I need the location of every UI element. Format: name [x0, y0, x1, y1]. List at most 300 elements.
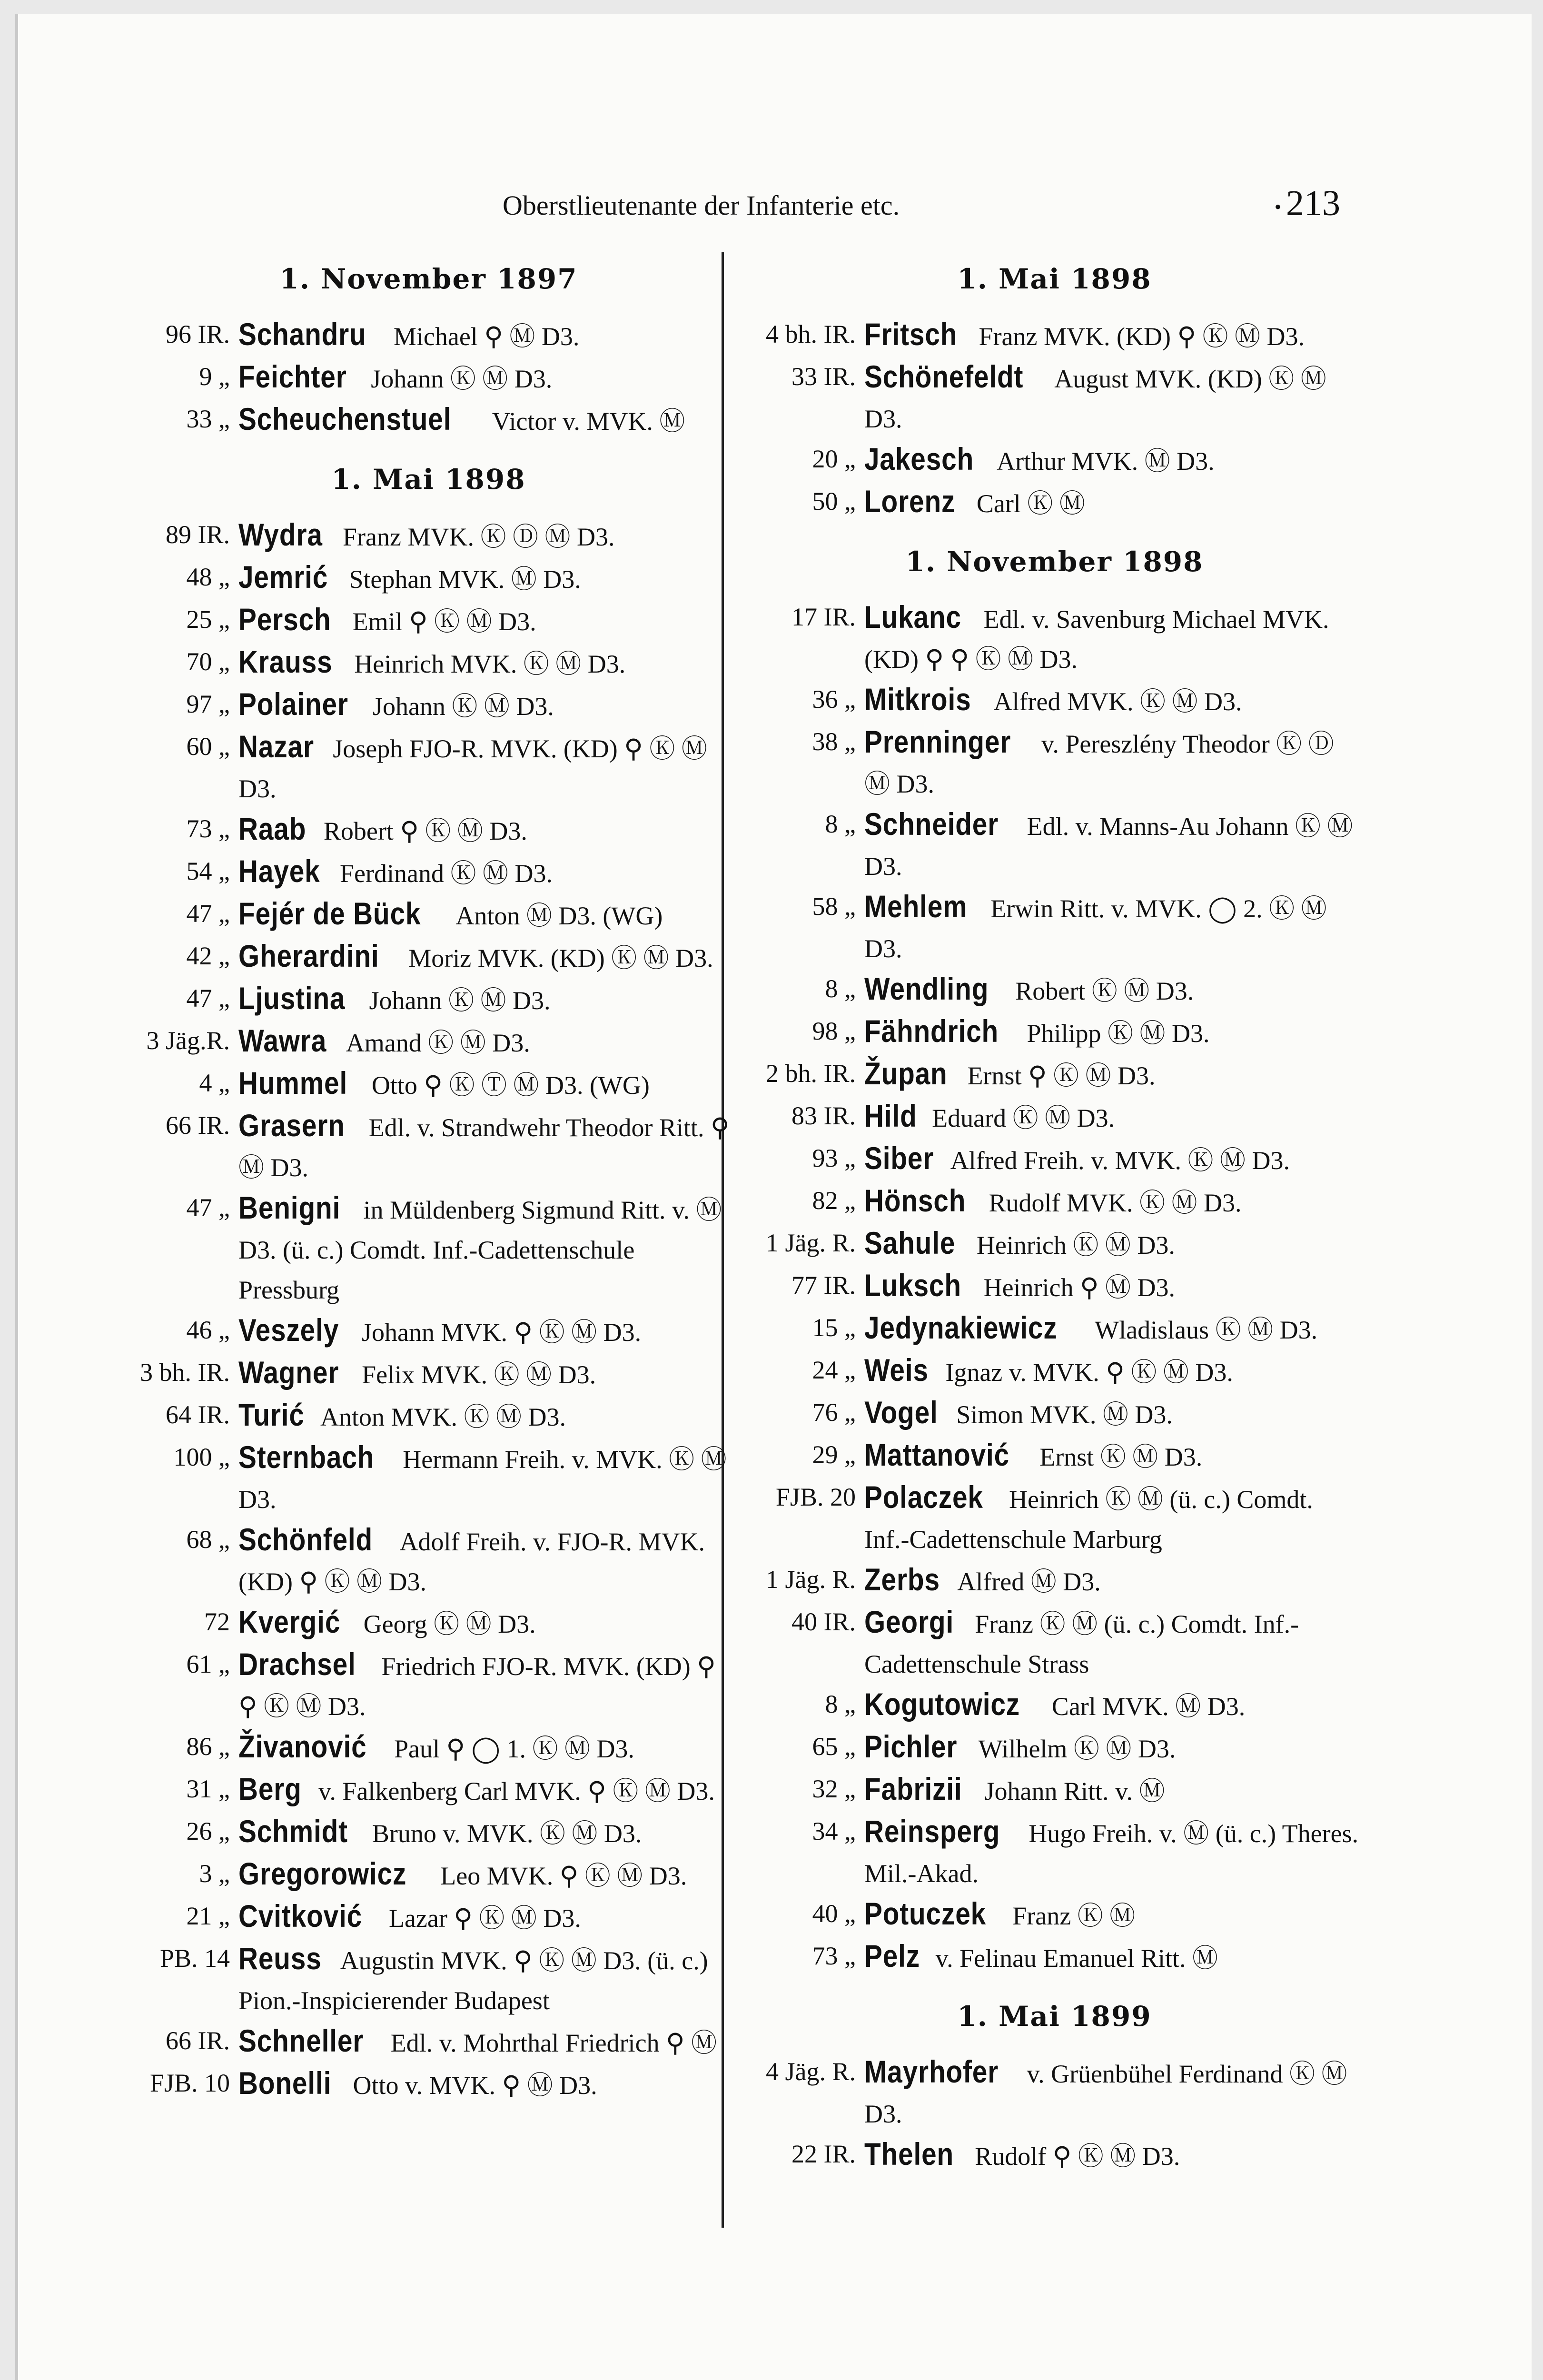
officer-entry	[120, 1519, 737, 1602]
officer-entry	[746, 481, 1363, 524]
officer-surname: Polaczek	[864, 1479, 983, 1515]
officer-entry	[746, 679, 1363, 722]
entry-body	[864, 1392, 1363, 1435]
officer-entry	[120, 809, 737, 851]
officer-entry	[746, 1559, 1363, 1602]
regiment-number: 3 Jäg.R.	[146, 1026, 230, 1055]
regiment-number: 47 „	[186, 899, 230, 928]
officer-entry	[746, 1602, 1363, 1684]
officer-details: Ferdinand Ⓚ Ⓜ D3.	[340, 859, 553, 888]
officer-details: Leo MVK. ⚲ Ⓚ Ⓜ D3.	[440, 1862, 687, 1890]
section-date-heading: 1. November 1898	[905, 545, 1204, 578]
page-number: • 213	[1275, 183, 1340, 224]
officer-surname: Schönfeld	[238, 1522, 373, 1557]
officer-surname: Wydra	[238, 517, 323, 552]
regiment-number: 4 Jäg. R.	[766, 2057, 856, 2086]
officer-details: Heinrich Ⓚ Ⓜ D3.	[976, 1231, 1175, 1259]
regiment-number: 66 IR.	[166, 1111, 230, 1140]
officer-entry	[120, 978, 737, 1021]
regiment-number: 47 „	[186, 984, 230, 1012]
officer-surname: Kogutowicz	[864, 1686, 1020, 1722]
officer-entry	[746, 439, 1363, 481]
officer-details: Moriz MVK. (KD) Ⓚ Ⓜ D3.	[408, 944, 713, 972]
officer-details: Carl MVK. Ⓜ D3.	[1051, 1692, 1246, 1721]
officer-entry	[746, 2134, 1363, 2176]
regiment-number: 31 „	[186, 1775, 230, 1803]
officer-details: Philipp Ⓚ Ⓜ D3.	[1027, 1019, 1210, 1048]
entry-body	[238, 1188, 737, 1310]
officer-details: Franz MVK. Ⓚ Ⓓ Ⓜ D3.	[343, 523, 615, 551]
right-column	[746, 262, 1363, 2176]
officer-surname: Jakesch	[864, 441, 974, 476]
officer-details: Robert Ⓚ Ⓜ D3.	[1015, 977, 1194, 1005]
officer-surname: Veszely	[238, 1312, 339, 1348]
entry-body	[238, 726, 737, 809]
officer-surname: Persch	[238, 602, 331, 637]
officer-surname: Mattanović	[864, 1437, 1010, 1472]
entry-body	[238, 1896, 737, 1938]
regiment-number: 20 „	[812, 445, 856, 473]
regiment-number: 66 IR.	[166, 2026, 230, 2055]
regiment-number: 47 „	[186, 1193, 230, 1222]
officer-surname: Reinsperg	[864, 1814, 1000, 1849]
entry-body	[864, 1180, 1363, 1223]
entry-body	[864, 1726, 1363, 1769]
regiment-number: 40 „	[812, 1899, 856, 1928]
officer-surname: Hönsch	[864, 1183, 966, 1218]
officer-surname: Jemrić	[238, 559, 328, 595]
officer-details: Ignaz v. MVK. ⚲ Ⓚ Ⓜ D3.	[945, 1358, 1233, 1387]
regiment-number: 8 „	[825, 810, 856, 838]
entry-body	[238, 1352, 737, 1395]
entry-body	[238, 1021, 737, 1063]
officer-details: Ernst Ⓚ Ⓜ D3.	[1039, 1443, 1203, 1471]
officer-details: Johann Ⓚ Ⓜ D3.	[371, 365, 553, 393]
officer-surname: Luksch	[864, 1268, 961, 1303]
regiment-number: 76 „	[812, 1398, 856, 1427]
left-column	[120, 262, 737, 2105]
officer-entry	[746, 314, 1363, 357]
regiment-number: 86 „	[186, 1732, 230, 1761]
regiment-number: 89 IR.	[166, 520, 230, 549]
officer-details: Edl. v. Savenburg Michael MVK. (KD) ⚲ ⚲ Ⓚ Ⓜ D3.	[864, 605, 1329, 674]
entry-body	[238, 2021, 737, 2063]
regiment-number: 73 „	[186, 814, 230, 843]
entry-body	[238, 2063, 737, 2105]
regiment-number: 54 „	[186, 857, 230, 885]
regiment-number: 82 „	[812, 1186, 856, 1215]
officer-details: Stephan MVK. Ⓜ D3.	[349, 565, 581, 594]
entry-body	[864, 1811, 1363, 1894]
officer-entry	[120, 1437, 737, 1519]
officer-entry	[120, 1310, 737, 1352]
officer-entry	[120, 893, 737, 936]
officer-surname: Grasern	[238, 1108, 345, 1143]
section-date-heading: 1. November 1897	[279, 263, 578, 295]
officer-entry	[746, 1265, 1363, 1308]
officer-entry	[746, 1477, 1363, 1559]
officer-surname: Sahule	[864, 1225, 956, 1260]
officer-details: v. Falkenberg Carl MVK. ⚲ Ⓚ Ⓜ D3.	[318, 1777, 715, 1805]
officer-entry	[746, 1223, 1363, 1265]
officer-details: Victor v. MVK. Ⓜ	[492, 407, 685, 436]
regiment-number: 100 „	[173, 1443, 230, 1471]
officer-surname: Krauss	[238, 644, 333, 679]
officer-surname: Nazar	[238, 729, 314, 764]
regiment-number: 4 „	[199, 1069, 230, 1097]
officer-surname: Mehlem	[864, 889, 968, 924]
entry-body	[864, 1011, 1363, 1053]
officer-entry	[120, 357, 737, 399]
entry-body	[864, 2052, 1363, 2134]
officer-details: in Müldenberg Sigmund Ritt. v. Ⓜ D3. (ü. c.) Comdt. Inf.-Cadettenschule Pressburg	[238, 1196, 722, 1304]
entry-body	[238, 851, 737, 893]
officer-details: Wladislaus Ⓚ Ⓜ D3.	[1095, 1316, 1318, 1344]
officer-details: Heinrich ⚲ Ⓜ D3.	[983, 1273, 1176, 1302]
officer-details: Felix MVK. Ⓚ Ⓜ D3.	[362, 1360, 596, 1389]
entry-body	[238, 357, 737, 399]
officer-details: Emil ⚲ Ⓚ Ⓜ D3.	[352, 607, 536, 636]
entry-body	[238, 314, 737, 357]
officer-entry	[120, 642, 737, 684]
regiment-number: 33 IR.	[791, 362, 856, 391]
entry-body	[864, 1684, 1363, 1726]
officer-details: Heinrich MVK. Ⓚ Ⓜ D3.	[354, 650, 626, 678]
officer-surname: Weis	[864, 1352, 929, 1388]
entry-body	[238, 893, 737, 936]
officer-details: Simon MVK. Ⓜ D3.	[956, 1400, 1173, 1429]
section-date-heading: 1. Mai 1899	[957, 2000, 1152, 2033]
officer-entry	[120, 1105, 737, 1188]
officer-entry	[746, 2052, 1363, 2134]
officer-details: August MVK. (KD) Ⓚ Ⓜ D3.	[864, 365, 1326, 433]
regiment-number: 73 „	[812, 1942, 856, 1970]
officer-entry	[746, 597, 1363, 679]
officer-details: Otto v. MVK. ⚲ Ⓜ D3.	[353, 2071, 597, 2100]
officer-details: Carl Ⓚ Ⓜ	[976, 489, 1085, 518]
regiment-number: 83 IR.	[791, 1101, 856, 1130]
officer-details: Eduard Ⓚ Ⓜ D3.	[932, 1104, 1115, 1132]
regiment-number: 34 „	[812, 1817, 856, 1845]
regiment-number: 2 bh. IR.	[766, 1059, 856, 1088]
officer-entry	[746, 804, 1363, 886]
officer-surname: Mayrhofer	[864, 2054, 999, 2089]
officer-surname: Polainer	[238, 686, 348, 722]
regiment-number: 22 IR.	[791, 2140, 856, 2168]
entry-body	[238, 1769, 737, 1811]
entry-body	[238, 1310, 737, 1352]
regiment-number: 93 „	[812, 1144, 856, 1172]
officer-entry	[746, 722, 1363, 804]
officer-details: Johann MVK. ⚲ Ⓚ Ⓜ D3.	[362, 1318, 642, 1347]
officer-entry	[120, 1811, 737, 1854]
book-page	[15, 14, 1532, 2380]
officer-surname: Wawra	[238, 1023, 327, 1058]
entry-body	[238, 1395, 737, 1437]
entry-body	[864, 314, 1363, 357]
officer-surname: Turić	[238, 1397, 305, 1432]
officer-details: Johann Ritt. v. Ⓜ	[984, 1777, 1165, 1805]
officer-surname: Schneller	[238, 2023, 364, 2058]
officer-details: Adolf Freih. v. FJO-R. MVK. (KD) ⚲ Ⓚ Ⓜ D3.	[238, 1527, 705, 1596]
regiment-number: 60 „	[186, 732, 230, 761]
officer-entry	[120, 2063, 737, 2105]
officer-entry	[746, 1011, 1363, 1053]
officer-surname: Gherardini	[238, 938, 379, 973]
regiment-number: PB. 14	[159, 1944, 230, 1973]
regiment-number: 4 bh. IR.	[766, 320, 856, 348]
officer-surname: Feichter	[238, 359, 347, 394]
officer-details: Arthur MVK. Ⓜ D3.	[997, 447, 1215, 476]
officer-surname: Reuss	[238, 1941, 322, 1976]
officer-entry	[120, 1854, 737, 1896]
regiment-number: 72	[204, 1607, 230, 1636]
officer-surname: Pichler	[864, 1729, 958, 1764]
regiment-number: 25 „	[186, 605, 230, 634]
officer-entry	[746, 1350, 1363, 1392]
entry-body	[238, 642, 737, 684]
entry-body	[238, 809, 737, 851]
regiment-number: 64 IR.	[166, 1400, 230, 1429]
entry-body	[238, 684, 737, 726]
officer-details: Augustin MVK. ⚲ Ⓚ Ⓜ D3. (ü. c.) Pion.-Inspicierender Budapest	[238, 1946, 708, 2015]
entry-body	[864, 1559, 1363, 1602]
officer-surname: Drachsel	[238, 1646, 356, 1682]
officer-surname: Vogel	[864, 1395, 938, 1430]
officer-entry	[120, 1021, 737, 1063]
officer-entry	[120, 1896, 737, 1938]
officer-entry	[120, 1644, 737, 1726]
entry-body	[864, 1265, 1363, 1308]
regiment-number: 97 „	[186, 690, 230, 718]
officer-surname: Živanović	[238, 1729, 367, 1764]
officer-entry	[120, 936, 737, 978]
officer-surname: Schönefeldt	[864, 359, 1024, 394]
entry-body	[864, 1223, 1363, 1265]
regiment-number: 26 „	[186, 1817, 230, 1845]
officer-entry	[120, 2021, 737, 2063]
regiment-number: 50 „	[812, 487, 856, 516]
officer-entry	[120, 1063, 737, 1105]
officer-details: Lazar ⚲ Ⓚ Ⓜ D3.	[388, 1904, 581, 1933]
entry-body	[864, 722, 1363, 804]
officer-details: Alfred Ⓜ D3.	[957, 1567, 1101, 1596]
regiment-number: 36 „	[812, 685, 856, 714]
officer-surname: Jedynakiewicz	[864, 1310, 1058, 1345]
officer-entry	[746, 1894, 1363, 1936]
officer-surname: Schneider	[864, 806, 999, 842]
regiment-number: 8 „	[825, 974, 856, 1003]
officer-surname: Wagner	[238, 1355, 339, 1390]
officer-surname: Pelz	[864, 1938, 920, 1973]
officer-entry	[120, 726, 737, 809]
entry-body	[864, 1477, 1363, 1559]
regiment-number: 9 „	[199, 362, 230, 391]
entry-body	[864, 969, 1363, 1011]
regiment-number: 15 „	[812, 1313, 856, 1342]
officer-entry	[120, 1602, 737, 1644]
officer-details: Anton MVK. Ⓚ Ⓜ D3.	[320, 1403, 566, 1431]
officer-entry	[746, 1769, 1363, 1811]
entry-body	[864, 481, 1363, 524]
regiment-number: 3 „	[199, 1859, 230, 1888]
officer-surname: Zerbs	[864, 1562, 940, 1597]
regiment-number: 65 „	[812, 1732, 856, 1761]
officer-entry	[120, 1395, 737, 1437]
regiment-number: 32 „	[812, 1775, 856, 1803]
entry-body	[864, 2134, 1363, 2176]
regiment-number: FJB. 10	[149, 2069, 230, 2097]
officer-entry	[746, 886, 1363, 969]
officer-surname: Schandru	[238, 317, 366, 352]
officer-details: Paul ⚲ ◯ 1. Ⓚ Ⓜ D3.	[394, 1735, 634, 1763]
officer-entry	[120, 599, 737, 642]
officer-details: Rudolf ⚲ Ⓚ Ⓜ D3.	[975, 2142, 1180, 2171]
officer-surname: Hummel	[238, 1065, 348, 1101]
officer-details: Alfred Freih. v. MVK. Ⓚ Ⓜ D3.	[950, 1146, 1290, 1175]
regiment-number: 17 IR.	[791, 603, 856, 631]
entry-body	[864, 886, 1363, 969]
officer-surname: Fejér de Bück	[238, 896, 421, 931]
officer-details: Hermann Freih. v. MVK. Ⓚ Ⓜ D3.	[238, 1445, 727, 1514]
officer-entry	[746, 357, 1363, 439]
entry-body	[238, 1726, 737, 1769]
officer-details: Anton Ⓜ D3. (WG)	[455, 902, 663, 930]
regiment-number: 46 „	[186, 1316, 230, 1344]
regiment-number: 40 IR.	[791, 1607, 856, 1636]
officer-details: Alfred MVK. Ⓚ Ⓜ D3.	[993, 687, 1242, 716]
officer-details: Michael ⚲ Ⓜ D3.	[393, 322, 580, 351]
officer-surname: Hild	[864, 1098, 917, 1133]
officer-entry	[746, 1435, 1363, 1477]
officer-entry	[120, 314, 737, 357]
regiment-number: 33 „	[186, 405, 230, 433]
officer-surname: Georgi	[864, 1604, 954, 1639]
officer-surname: Siber	[864, 1140, 934, 1176]
officer-entry	[746, 969, 1363, 1011]
entry-body	[864, 597, 1363, 679]
officer-entry	[120, 515, 737, 557]
regiment-number: 1 Jäg. R.	[766, 1565, 856, 1594]
officer-details: Wilhelm Ⓚ Ⓜ D3.	[978, 1735, 1176, 1763]
officer-details: Bruno v. MVK. Ⓚ Ⓜ D3.	[372, 1819, 642, 1848]
officer-entry	[746, 1811, 1363, 1894]
officer-details: Joseph FJO-R. MVK. (KD) ⚲ Ⓚ Ⓜ D3.	[238, 734, 707, 803]
section-date-heading: 1. Mai 1898	[331, 463, 526, 496]
officer-entry	[746, 1180, 1363, 1223]
officer-surname: Mitkrois	[864, 682, 971, 717]
entry-body	[864, 1894, 1363, 1936]
officer-details: Edl. v. Strandwehr Theodor Ritt. ⚲ Ⓜ D3.	[238, 1113, 730, 1182]
officer-entry	[120, 684, 737, 726]
entry-body	[238, 1063, 737, 1105]
officer-entry	[120, 1769, 737, 1811]
entry-body	[238, 1602, 737, 1644]
officer-surname: Cvitković	[238, 1898, 363, 1934]
officer-surname: Gregorowicz	[238, 1856, 407, 1891]
entry-body	[238, 1811, 737, 1854]
officer-surname: Fritsch	[864, 317, 958, 352]
regiment-number: 29 „	[812, 1440, 856, 1469]
regiment-number: 96 IR.	[166, 320, 230, 348]
officer-surname: Lorenz	[864, 484, 956, 519]
officer-details: Georg Ⓚ Ⓜ D3.	[363, 1610, 536, 1638]
entry-body	[864, 1053, 1363, 1096]
regiment-number: 48 „	[186, 563, 230, 591]
regiment-number: 77 IR.	[791, 1271, 856, 1299]
officer-surname: Scheuchenstuel	[238, 401, 452, 436]
officer-details: v. Grüenbühel Ferdinand Ⓚ Ⓜ D3.	[864, 2060, 1347, 2128]
entry-body	[238, 599, 737, 642]
entry-body	[864, 1435, 1363, 1477]
officer-surname: Potuczek	[864, 1896, 987, 1931]
regiment-number: 42 „	[186, 942, 230, 970]
entry-body	[238, 1437, 737, 1519]
officer-entry	[746, 1726, 1363, 1769]
officer-surname: Lukanc	[864, 599, 961, 635]
regiment-number: 61 „	[186, 1650, 230, 1678]
regiment-number: 3 bh. IR.	[140, 1358, 230, 1387]
officer-entry	[746, 1308, 1363, 1350]
officer-details: v. Felinau Emanuel Ritt. Ⓜ	[935, 1944, 1218, 1973]
entry-body	[864, 1138, 1363, 1180]
officer-surname: Kvergić	[238, 1604, 341, 1639]
entry-body	[864, 1308, 1363, 1350]
entry-body	[238, 1105, 737, 1188]
entry-body	[238, 1938, 737, 2021]
officer-surname: Bonelli	[238, 2065, 332, 2101]
regiment-number: 21 „	[186, 1902, 230, 1930]
officer-details: Amand Ⓚ Ⓜ D3.	[346, 1029, 530, 1057]
officer-details: Friedrich FJO-R. MVK. (KD) ⚲ ⚲ Ⓚ Ⓜ D3.	[238, 1652, 716, 1721]
entry-body	[864, 1350, 1363, 1392]
officer-surname: Benigni	[238, 1190, 341, 1225]
entry-body	[864, 679, 1363, 722]
officer-details: Otto ⚲ Ⓚ Ⓣ Ⓜ D3. (WG)	[371, 1071, 650, 1100]
entry-body	[238, 1854, 737, 1896]
officer-entry	[746, 1936, 1363, 1978]
regiment-number: 8 „	[825, 1690, 856, 1718]
officer-surname: Fähndrich	[864, 1013, 999, 1049]
officer-entry	[746, 1684, 1363, 1726]
officer-details: Edl. v. Mohrthal Friedrich ⚲ Ⓜ	[390, 2029, 717, 2057]
officer-surname: Fabrizii	[864, 1771, 962, 1806]
officer-entry	[120, 399, 737, 441]
officer-surname: Sternbach	[238, 1439, 375, 1475]
officer-surname: Prenninger	[864, 724, 1011, 759]
officer-entry	[120, 1352, 737, 1395]
regiment-number: 98 „	[812, 1017, 856, 1045]
officer-details: Johann Ⓚ Ⓜ D3.	[372, 692, 554, 721]
section-date-heading: 1. Mai 1898	[957, 263, 1152, 295]
officer-details: Ernst ⚲ Ⓚ Ⓜ D3.	[967, 1061, 1156, 1090]
officer-surname: Berg	[238, 1771, 302, 1806]
officer-details: Erwin Ritt. v. MVK. ◯ 2. Ⓚ Ⓜ D3.	[864, 894, 1327, 963]
regiment-number: 70 „	[186, 647, 230, 676]
officer-surname: Raab	[238, 811, 307, 846]
officer-details: Robert ⚲ Ⓚ Ⓜ D3.	[323, 817, 527, 845]
officer-surname: Župan	[864, 1056, 948, 1091]
officer-entry	[120, 1726, 737, 1769]
regiment-number: 58 „	[812, 892, 856, 921]
officer-surname: Hayek	[238, 853, 320, 889]
officer-details: Heinrich Ⓚ Ⓜ (ü. c.) Comdt. Inf.-Cadettenschule Marburg	[864, 1485, 1313, 1554]
regiment-number: 38 „	[812, 727, 856, 756]
officer-entry	[120, 1938, 737, 2021]
entry-body	[864, 439, 1363, 481]
entry-body	[864, 357, 1363, 439]
entry-body	[238, 936, 737, 978]
